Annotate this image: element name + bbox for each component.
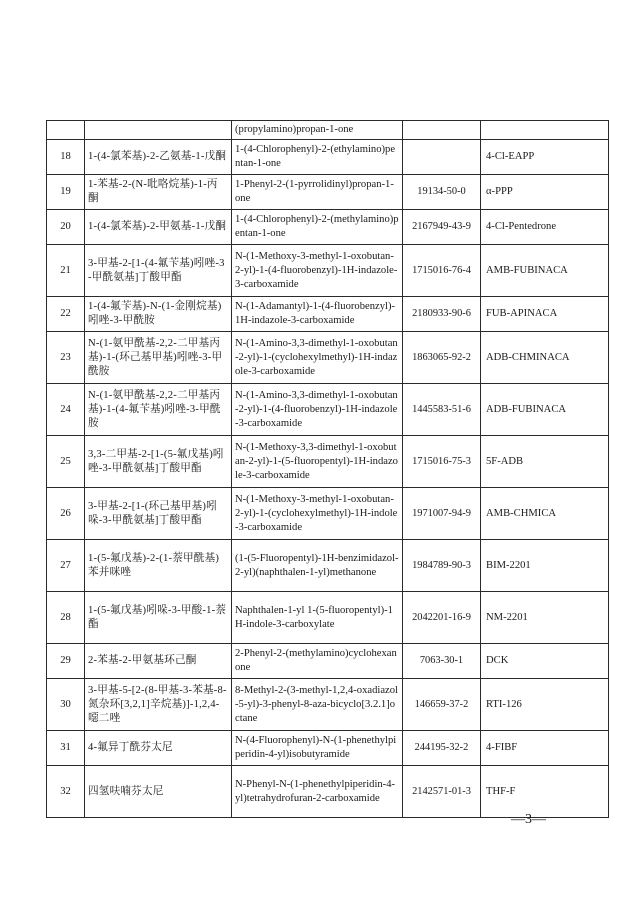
- cas-number: 2042201-16-9: [403, 592, 481, 644]
- abbreviation: 5F-ADB: [481, 436, 609, 488]
- chinese-name: N-(1-氨甲酰基-2,2-二甲基丙基)-1-(环己基甲基)吲唑-3-甲酰胺: [85, 332, 232, 384]
- row-number: 29: [47, 644, 85, 679]
- abbreviation: NM-2201: [481, 592, 609, 644]
- table-row: [47, 644, 609, 679]
- cas-number: 1715016-75-3: [403, 436, 481, 488]
- english-name: 1-(4-Chlorophenyl)-2-(ethylamino)pentan-1-one: [232, 140, 403, 175]
- english-name: N-(1-Methoxy-3-methyl-1-oxobutan-2-yl)-1-(4-fluorobenzyl)-1H-indazole-3-carboxamide: [232, 245, 403, 297]
- english-name: 1-Phenyl-2-(1-pyrrolidinyl)propan-1-one: [232, 175, 403, 210]
- row-number: 28: [47, 592, 85, 644]
- chinese-name: 1-苯基-2-(N-吡咯烷基)-1-丙酮: [85, 175, 232, 210]
- cas-number: 2142571-01-3: [403, 766, 481, 818]
- english-name: N-Phenyl-N-(1-phenethylpiperidin-4-yl)tetrahydrofuran-2-carboxamide: [232, 766, 403, 818]
- english-name: 2-Phenyl-2-(methylamino)cyclohexanone: [232, 644, 403, 679]
- chinese-name: 四氢呋喃芬太尼: [85, 766, 232, 818]
- row-number: [47, 121, 85, 140]
- row-number: 23: [47, 332, 85, 384]
- chinese-name: 1-(4-氯苯基)-2-甲氨基-1-戊酮: [85, 210, 232, 245]
- abbreviation: ADB-CHMINACA: [481, 332, 609, 384]
- cas-number: 1445583-51-6: [403, 384, 481, 436]
- abbreviation: α-PPP: [481, 175, 609, 210]
- chinese-name: 3-甲基-2-[1-(4-氟苄基)吲唑-3-甲酰氨基]丁酸甲酯: [85, 245, 232, 297]
- english-name: N-(1-Methoxy-3,3-dimethyl-1-oxobutan-2-yl)-1-(5-fluoropentyl)-1H-indazole-3-carboxamide: [232, 436, 403, 488]
- table-row: [47, 245, 609, 297]
- chinese-name: 2-苯基-2-甲氨基环己酮: [85, 644, 232, 679]
- table-row: [47, 210, 609, 245]
- table-row: [47, 731, 609, 766]
- cas-number: 244195-32-2: [403, 731, 481, 766]
- cas-number: 146659-37-2: [403, 679, 481, 731]
- english-name: (propylamino)propan-1-one: [232, 121, 403, 140]
- cas-number: 2167949-43-9: [403, 210, 481, 245]
- cas-number: 2180933-90-6: [403, 297, 481, 332]
- abbreviation: FUB-APINACA: [481, 297, 609, 332]
- row-number: 19: [47, 175, 85, 210]
- abbreviation: 4-FIBF: [481, 731, 609, 766]
- abbreviation: AMB-CHMICA: [481, 488, 609, 540]
- cas-number: 1715016-76-4: [403, 245, 481, 297]
- chinese-name: 3-甲基-5-[2-(8-甲基-3-苯基-8-氮杂环[3,2,1]辛烷基)]-1,2,4-噁二唑: [85, 679, 232, 731]
- english-name: N-(1-Methoxy-3-methyl-1-oxobutan-2-yl)-1-(cyclohexylmethyl)-1H-indole-3-carboxamide: [232, 488, 403, 540]
- abbreviation: RTI-126: [481, 679, 609, 731]
- row-number: 32: [47, 766, 85, 818]
- row-number: 30: [47, 679, 85, 731]
- english-name: N-(1-Amino-3,3-dimethyl-1-oxobutan-2-yl)-1-(cyclohexylmethyl)-1H-indazole-3-carboxamide: [232, 332, 403, 384]
- table-row: [47, 384, 609, 436]
- table-row: [47, 332, 609, 384]
- table-row: [47, 679, 609, 731]
- english-name: Naphthalen-1-yl 1-(5-fluoropentyl)-1H-indole-3-carboxylate: [232, 592, 403, 644]
- english-name: N-(1-Adamantyl)-1-(4-fluorobenzyl)-1H-indazole-3-carboxamide: [232, 297, 403, 332]
- substance-table: [46, 120, 609, 818]
- table-row: [47, 766, 609, 818]
- table-body: [47, 121, 609, 818]
- chinese-name: 3-甲基-2-[1-(环己基甲基)吲哚-3-甲酰氨基]丁酸甲酯: [85, 488, 232, 540]
- chinese-name: 1-(4-氟苄基)-N-(1-金刚烷基)吲唑-3-甲酰胺: [85, 297, 232, 332]
- cas-number: 1863065-92-2: [403, 332, 481, 384]
- abbreviation: 4-Cl-EAPP: [481, 140, 609, 175]
- english-name: N-(1-Amino-3,3-dimethyl-1-oxobutan-2-yl)-1-(4-fluorobenzyl)-1H-indazole-3-carboxamide: [232, 384, 403, 436]
- chinese-name: N-(1-氨甲酰基-2,2-二甲基丙基)-1-(4-氟苄基)吲唑-3-甲酰胺: [85, 384, 232, 436]
- cas-number: 1984789-90-3: [403, 540, 481, 592]
- abbreviation: ADB-FUBINACA: [481, 384, 609, 436]
- abbreviation: THF-F: [481, 766, 609, 818]
- abbreviation: AMB-FUBINACA: [481, 245, 609, 297]
- chinese-name: 1-(5-氟戊基)吲哚-3-甲酸-1-萘酯: [85, 592, 232, 644]
- abbreviation: DCK: [481, 644, 609, 679]
- row-number: 24: [47, 384, 85, 436]
- table-row: [47, 540, 609, 592]
- english-name: (1-(5-Fluoropentyl)-1H-benzimidazol-2-yl)(naphthalen-1-yl)methanone: [232, 540, 403, 592]
- row-number: 31: [47, 731, 85, 766]
- page-number: —3—: [511, 812, 546, 827]
- row-number: 27: [47, 540, 85, 592]
- chinese-name: 1-(4-氯苯基)-2-乙氨基-1-戊酮: [85, 140, 232, 175]
- cas-number: 1971007-94-9: [403, 488, 481, 540]
- chinese-name: 3,3-二甲基-2-[1-(5-氟戊基)吲唑-3-甲酰氨基]丁酸甲酯: [85, 436, 232, 488]
- row-number: 18: [47, 140, 85, 175]
- abbreviation: [481, 121, 609, 140]
- table-row: [47, 175, 609, 210]
- row-number: 21: [47, 245, 85, 297]
- abbreviation: BIM-2201: [481, 540, 609, 592]
- cas-number: [403, 140, 481, 175]
- row-number: 26: [47, 488, 85, 540]
- table-row: [47, 592, 609, 644]
- chinese-name: 1-(5-氟戊基)-2-(1-萘甲酰基)苯并咪唑: [85, 540, 232, 592]
- table-row: [47, 488, 609, 540]
- english-name: N-(4-Fluorophenyl)-N-(1-phenethylpiperidin-4-yl)isobutyramide: [232, 731, 403, 766]
- english-name: 8-Methyl-2-(3-methyl-1,2,4-oxadiazol-5-yl)-3-phenyl-8-aza-bicyclo[3.2.1]octane: [232, 679, 403, 731]
- row-number: 22: [47, 297, 85, 332]
- table-row: [47, 297, 609, 332]
- row-number: 20: [47, 210, 85, 245]
- cas-number: [403, 121, 481, 140]
- chinese-name: [85, 121, 232, 140]
- chinese-name: 4-氟异丁酰芬太尼: [85, 731, 232, 766]
- table-row: [47, 436, 609, 488]
- table-row: [47, 121, 609, 140]
- row-number: 25: [47, 436, 85, 488]
- abbreviation: 4-Cl-Pentedrone: [481, 210, 609, 245]
- english-name: 1-(4-Chlorophenyl)-2-(methylamino)pentan-1-one: [232, 210, 403, 245]
- table-row: [47, 140, 609, 175]
- cas-number: 7063-30-1: [403, 644, 481, 679]
- cas-number: 19134-50-0: [403, 175, 481, 210]
